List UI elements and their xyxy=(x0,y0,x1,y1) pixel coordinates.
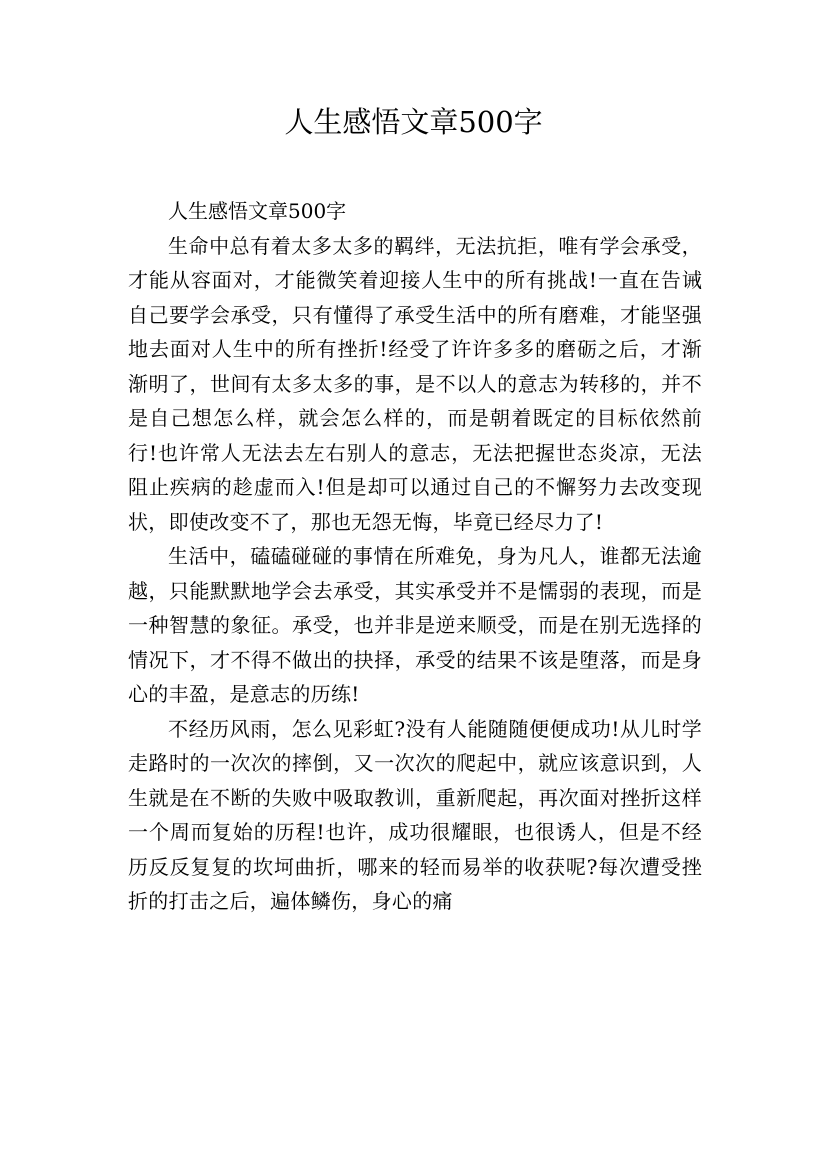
document-subtitle: 人生感悟文章500字 xyxy=(168,199,347,223)
paragraph-2: 生活中，磕磕碰碰的事情在所难免，身为凡人，谁都无法逾越，只能默默地学会去承受，其实承受并不是懦弱的表现，而是一种智慧的象征。承受，也并非是逆来顺受，而是在别无选择的情况下，才不得不做出的抉择，承受的结果不该是堕落，而是身心的丰盈，是意志的历练! xyxy=(128,544,702,706)
document-body xyxy=(128,194,702,919)
paragraph-3: 不经历风雨，怎么见彩虹?没有人能随随便便成功!从儿时学走路时的一次次的摔倒，又一次次的爬起中，就应该意识到，人生就是在不断的失败中吸取教训，重新爬起，再次面对挫折这样一个周而复始的历程!也许，成功很耀眼，也很诱人，但是不经历反反复复的坎坷曲折，哪来的轻而易举的收获呢?每次遭受挫折的打击之后，遍体鳞伤，身心的痛 xyxy=(128,716,702,913)
document-title: 人生感悟文章500字 xyxy=(284,105,543,139)
paragraph-1: 生命中总有着太多太多的羁绊，无法抗拒，唯有学会承受，才能从容面对，才能微笑着迎接人生中的所有挑战!一直在告诫自己要学会承受，只有懂得了承受生活中的所有磨难，才能坚强地去面对人生中的所有挫折!经受了许许多多的磨砺之后，才渐渐明了，世间有太多太多的事，是不以人的意志为转移的，并不是自己想怎么样，就会怎么样的，而是朝着既定的目标依然前行!也许常人无法去左右别人的意志，无法把握世态炎凉，无法阻止疾病的趁虚而入!但是却可以通过自己的不懈努力去改变现状，即使改变不了，那也无怨无悔，毕竟已经尽力了! xyxy=(128,233,702,534)
